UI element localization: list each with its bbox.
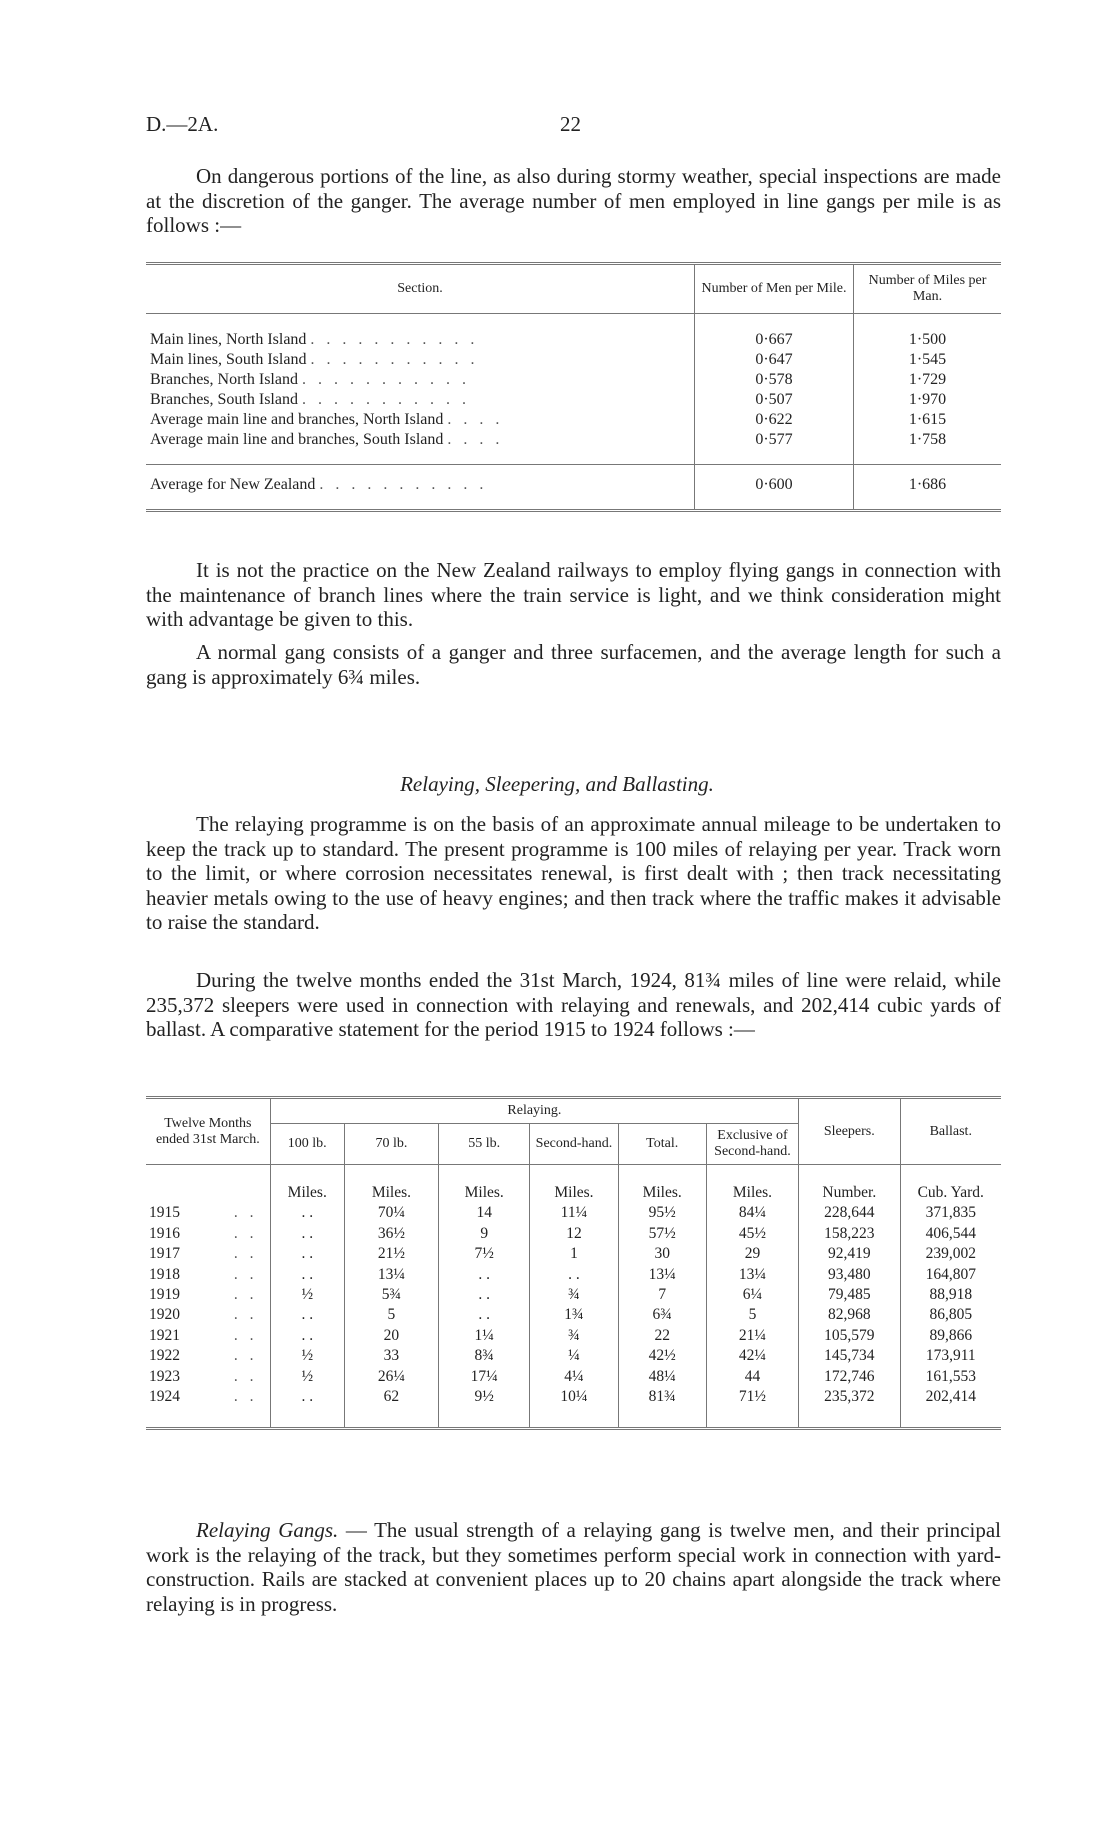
row-section: Branches, South Island . . . . . . . . . . . xyxy=(150,391,470,408)
row-miles: 1·729 xyxy=(854,370,1002,390)
row-lb70: 62 xyxy=(344,1387,438,1429)
row-year: 1916 . . xyxy=(149,1224,258,1242)
row-year: 1922 . . xyxy=(149,1347,258,1365)
row-year: 1923 . . xyxy=(149,1367,258,1385)
row-total: 6¾ xyxy=(618,1305,706,1325)
row-year: 1917 . . xyxy=(149,1245,258,1263)
row-ballast: 86,805 xyxy=(900,1305,1001,1325)
row-men: 0·622 xyxy=(695,410,854,430)
row-sleepers: 172,746 xyxy=(799,1367,900,1387)
row-lb100: ½ xyxy=(270,1346,344,1366)
unit-second: Miles. xyxy=(530,1165,618,1204)
row-lb70: 33 xyxy=(344,1346,438,1366)
row-second: 12 xyxy=(530,1224,618,1244)
section-heading: Relaying, Sleepering, and Ballasting. xyxy=(400,772,714,796)
row-section: Average main line and branches, North Island . . . . xyxy=(150,411,504,428)
page-number: 22 xyxy=(560,112,581,136)
row-men: 0·578 xyxy=(695,370,854,390)
table-row xyxy=(146,1326,1001,1346)
table-row xyxy=(146,430,1001,465)
row-exclusive: 45½ xyxy=(706,1224,798,1244)
table-row xyxy=(146,1244,1001,1264)
row-sleepers: 145,734 xyxy=(799,1346,900,1366)
row-lb70: 36½ xyxy=(344,1224,438,1244)
row-lb55: 9 xyxy=(439,1224,530,1244)
row-exclusive: 29 xyxy=(706,1244,798,1264)
row-sleepers: 92,419 xyxy=(799,1244,900,1264)
row-lb100: . . xyxy=(270,1305,344,1325)
row-total: 30 xyxy=(618,1244,706,1264)
table-row xyxy=(146,1203,1001,1223)
row-lb55: 14 xyxy=(439,1203,530,1223)
row-second: 1 xyxy=(530,1244,618,1264)
row-second: 1¾ xyxy=(530,1305,618,1325)
row-ballast: 371,835 xyxy=(900,1203,1001,1223)
row-section: Average main line and branches, South Island . . . . xyxy=(150,431,504,448)
row-exclusive: 21¼ xyxy=(706,1326,798,1346)
row-section: Branches, North Island . . . . . . . . . . . xyxy=(150,371,470,388)
row-sleepers: 82,968 xyxy=(799,1305,900,1325)
row-total: 13¼ xyxy=(618,1265,706,1285)
unit-lb100: Miles. xyxy=(270,1165,344,1204)
row-lb100: ½ xyxy=(270,1285,344,1305)
row-sleepers: 105,579 xyxy=(799,1326,900,1346)
relaying-gangs-paragraph xyxy=(146,1518,1001,1616)
row-total: 81¾ xyxy=(618,1387,706,1429)
document-code: D.—2A. xyxy=(146,112,219,136)
row-ballast: 164,807 xyxy=(900,1265,1001,1285)
row-year: 1920 . . xyxy=(149,1306,258,1324)
row-second: 10¼ xyxy=(530,1387,618,1429)
row-ballast: 406,544 xyxy=(900,1224,1001,1244)
relaying-programme-paragraph: The relaying programme is on the basis of an approximate annual mileage to be undertaken to keep the track up to standard. The present programme is 100 miles of relaying per year. Track worn to the limit, or where corrosion necessitates renewal, is first dealt with ; then track necessitating heavier metals owing to the use of heavy engines; and then track where the traffic makes it advisable to raise the standard. xyxy=(146,812,1001,934)
row-miles: 1·545 xyxy=(854,350,1002,370)
lb70-header: 70 lb. xyxy=(344,1124,438,1165)
row-lb55: 7½ xyxy=(439,1244,530,1264)
row-exclusive: 71½ xyxy=(706,1387,798,1429)
row-section: Main lines, South Island . . . . . . . . . . . xyxy=(150,351,479,368)
row-lb100: . . xyxy=(270,1203,344,1223)
row-exclusive: 13¼ xyxy=(706,1265,798,1285)
row-year: 1918 . . xyxy=(149,1265,258,1283)
row-lb100: ½ xyxy=(270,1367,344,1387)
row-men: 0·577 xyxy=(695,430,854,465)
table-row xyxy=(146,1367,1001,1387)
row-total: 48¼ xyxy=(618,1367,706,1387)
table-row xyxy=(146,410,1001,430)
row-exclusive: 44 xyxy=(706,1367,798,1387)
row-year: 1924 . . xyxy=(149,1388,258,1406)
row-men: 0·647 xyxy=(695,350,854,370)
table-row xyxy=(146,1224,1001,1244)
row-men: 0·507 xyxy=(695,390,854,410)
row-lb55: 9½ xyxy=(439,1387,530,1429)
row-second: 4¼ xyxy=(530,1367,618,1387)
row-ballast: 202,414 xyxy=(900,1387,1001,1429)
table-row xyxy=(146,1387,1001,1429)
row-sleepers: 235,372 xyxy=(799,1387,900,1429)
row-ballast: 161,553 xyxy=(900,1367,1001,1387)
total-header: Total. xyxy=(618,1124,706,1165)
row-section: Main lines, North Island . . . . . . . . . . . xyxy=(150,331,479,348)
unit-total: Miles. xyxy=(618,1165,706,1204)
lb55-header: 55 lb. xyxy=(439,1124,530,1165)
row-year: 1915 . . xyxy=(149,1204,258,1222)
row-lb55: . . xyxy=(439,1305,530,1325)
row-sleepers: 93,480 xyxy=(799,1265,900,1285)
table-row xyxy=(146,1305,1001,1325)
men-per-mile-table xyxy=(146,262,1001,512)
row-lb70: 26¼ xyxy=(344,1367,438,1387)
row-miles: 1·615 xyxy=(854,410,1002,430)
table-row xyxy=(146,1265,1001,1285)
miles-per-man-header: Number of Miles per Man. xyxy=(854,264,1002,314)
row-second: ¼ xyxy=(530,1346,618,1366)
row-lb55: 1¼ xyxy=(439,1326,530,1346)
unit-sleepers: Number. xyxy=(799,1165,900,1204)
sleepers-header: Sleepers. xyxy=(799,1098,900,1165)
row-second: 11¼ xyxy=(530,1203,618,1223)
row-year: 1919 . . xyxy=(149,1286,258,1304)
relaying-gangs-lead: Relaying Gangs. xyxy=(196,1518,339,1542)
row-lb55: 17¼ xyxy=(439,1367,530,1387)
row-sleepers: 158,223 xyxy=(799,1224,900,1244)
row-men: 0·667 xyxy=(695,314,854,351)
ballast-header: Ballast. xyxy=(900,1098,1001,1165)
table-row xyxy=(146,370,1001,390)
row-lb70: 5¾ xyxy=(344,1285,438,1305)
row-lb100: . . xyxy=(270,1326,344,1346)
exclusive-header: Exclusive of Second-hand. xyxy=(706,1124,798,1165)
row-second: ¾ xyxy=(530,1285,618,1305)
table-row xyxy=(146,390,1001,410)
relaying-gangs-text: — The usual strength of a relaying gang is twelve men, and their principal work is the relaying of the track, but they sometimes perform special work in connection with yard-construction. Rails are stacked at convenient places up to 20 chains apart alongside the track where relaying is in progress. xyxy=(146,1518,1001,1616)
row-total: 7 xyxy=(618,1285,706,1305)
row-miles: 1·970 xyxy=(854,390,1002,410)
unit-exclusive: Miles. xyxy=(706,1165,798,1204)
row-miles: 1·500 xyxy=(854,314,1002,351)
table-row xyxy=(146,350,1001,370)
row-year: 1921 . . xyxy=(149,1326,258,1344)
row-lb100: . . xyxy=(270,1387,344,1429)
row-lb55: . . xyxy=(439,1265,530,1285)
row-lb55: . . xyxy=(439,1285,530,1305)
section-header: Section. xyxy=(397,281,443,296)
row-sleepers: 228,644 xyxy=(799,1203,900,1223)
row-sleepers: 79,485 xyxy=(799,1285,900,1305)
row-exclusive: 42¼ xyxy=(706,1346,798,1366)
row-lb100: . . xyxy=(270,1224,344,1244)
row-lb70: 13¼ xyxy=(344,1265,438,1285)
row-ballast: 239,002 xyxy=(900,1244,1001,1264)
relaying-table xyxy=(146,1096,1001,1430)
row-lb100: . . xyxy=(270,1265,344,1285)
row-second: . . xyxy=(530,1265,618,1285)
row-ballast: 173,911 xyxy=(900,1346,1001,1366)
row-lb70: 20 xyxy=(344,1326,438,1346)
total-miles: 1·686 xyxy=(854,465,1002,511)
row-exclusive: 5 xyxy=(706,1305,798,1325)
unit-lb70: Miles. xyxy=(344,1165,438,1204)
row-lb100: . . xyxy=(270,1244,344,1264)
flying-gangs-paragraph: It is not the practice on the New Zealand railways to employ flying gangs in connection with the maintenance of branch lines where the train service is light, and we think consideration might with advantage be given to this. xyxy=(146,558,1001,631)
row-total: 95½ xyxy=(618,1203,706,1223)
unit-ballast: Cub. Yard. xyxy=(900,1165,1001,1204)
total-men: 0·600 xyxy=(695,465,854,511)
row-total: 42½ xyxy=(618,1346,706,1366)
relaying-header: Relaying. xyxy=(270,1098,798,1124)
row-lb55: 8¾ xyxy=(439,1346,530,1366)
intro-paragraph: On dangerous portions of the line, as also during stormy weather, special inspections are made at the discretion of the ganger. The average number of men employed in line gangs per mile is as follows :— xyxy=(146,164,1001,237)
row-exclusive: 6¼ xyxy=(706,1285,798,1305)
period-header: Twelve Months ended 31st March. xyxy=(155,1115,260,1147)
table-row xyxy=(146,314,1001,351)
row-lb70: 5 xyxy=(344,1305,438,1325)
table-row xyxy=(146,1346,1001,1366)
second-hand-header: Second-hand. xyxy=(530,1124,618,1165)
row-lb70: 21½ xyxy=(344,1244,438,1264)
row-total: 22 xyxy=(618,1326,706,1346)
lb100-header: 100 lb. xyxy=(270,1124,344,1165)
normal-gang-paragraph: A normal gang consists of a ganger and three surfacemen, and the average length for such a gang is approximately 6¾ miles. xyxy=(146,640,1001,689)
row-miles: 1·758 xyxy=(854,430,1002,465)
row-ballast: 88,918 xyxy=(900,1285,1001,1305)
table-row xyxy=(146,1285,1001,1305)
row-lb70: 70¼ xyxy=(344,1203,438,1223)
row-exclusive: 84¼ xyxy=(706,1203,798,1223)
comparative-statement-paragraph: During the twelve months ended the 31st March, 1924, 81¾ miles of line were relaid, while 235,372 sleepers were used in connection with relaying and renewals, and 202,414 cubic yards of ballast. A comparative statement for the period 1915 to 1924 follows :— xyxy=(146,968,1001,1041)
men-per-mile-header: Number of Men per Mile. xyxy=(695,264,854,314)
row-second: ¾ xyxy=(530,1326,618,1346)
row-ballast: 89,866 xyxy=(900,1326,1001,1346)
unit-lb55: Miles. xyxy=(439,1165,530,1204)
total-section: Average for New Zealand . . . . . . . . . . . xyxy=(150,476,488,493)
row-total: 57½ xyxy=(618,1224,706,1244)
